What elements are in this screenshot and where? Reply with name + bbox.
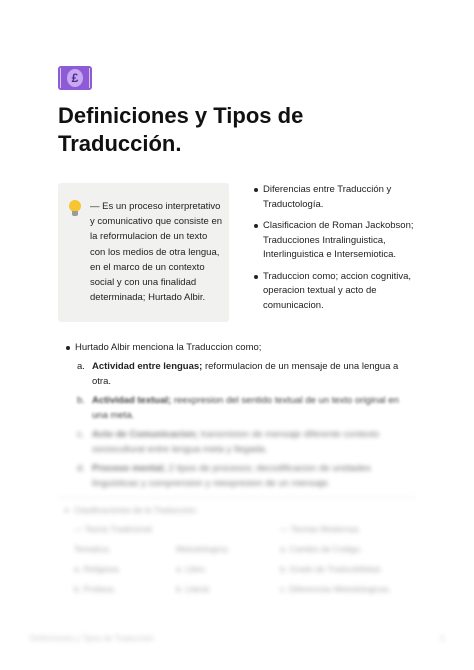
- page-number: 1: [440, 634, 445, 643]
- column-heading: — Teorias Modernas.: [280, 524, 361, 534]
- list-marker: d.: [77, 463, 85, 474]
- ordered-list: [77, 359, 412, 495]
- column-subheading: Tematica;: [74, 544, 111, 554]
- column-modern: [280, 519, 391, 599]
- classification-bullet: Clasificaciones de la Traduccion.: [74, 505, 198, 515]
- main-bullet: Hurtado Albir menciona la Traduccion como;: [75, 342, 262, 353]
- list-marker: c.: [77, 429, 85, 440]
- column-item: c. Diferencias Metodologicas.: [280, 584, 392, 594]
- list-marker: a.: [77, 361, 85, 372]
- item-text: 2 tipos de procesos; decodificacion de unidades linguisticas y comprension y reexpresion de un mensaje.: [92, 463, 371, 489]
- callout-text: — Es un proceso interpretativo y comunicativo que consiste en la reformulacion de un texto con los medios de otra lengua, en el marco de un contexto social y con una finalidad determinada; Hurtado Albir.: [90, 201, 223, 304]
- column-item: a. Libre.: [176, 564, 207, 574]
- column-item: b. Grado de Traducibilidad.: [280, 564, 383, 574]
- column-item: a. Religiosa.: [74, 564, 121, 574]
- list-item: [77, 359, 412, 389]
- divider: [58, 497, 416, 498]
- list-item: [77, 427, 412, 457]
- callout-block: [58, 183, 229, 322]
- column-item: b. Literal.: [176, 584, 211, 594]
- summary-list: [262, 183, 422, 320]
- item-text: transmision de mensaje diferente contexto sociocultural entre lengua meta y llegada.: [92, 429, 380, 455]
- page-title: Definiciones y Tipos de Traducción.: [58, 103, 304, 156]
- list-item: Diferencias entre Traducción y Traductología.: [262, 183, 422, 212]
- item-term: Proceso mental;: [92, 463, 166, 474]
- column-methodological: [176, 539, 229, 599]
- item-text: reformulacion de un mensaje de una lengua a otra.: [92, 361, 399, 387]
- money-bill-icon: [58, 66, 92, 90]
- column-traditional: [74, 519, 154, 599]
- item-term: Actividad textual;: [92, 395, 172, 406]
- list-item: [77, 461, 412, 491]
- list-marker: b.: [77, 395, 85, 406]
- page-footer-title: Definiciones y Tipos de Traducción: [30, 634, 154, 643]
- list-item: Clasificacion de Roman Jackobson; Traducciones Intralinguistica, Interlinguistica e Intersemiotica.: [262, 219, 422, 263]
- item-term: Acto de Comunicacion;: [92, 429, 199, 440]
- pound-sign: £: [67, 69, 83, 87]
- column-item: a. Cambio de Codigo.: [280, 544, 363, 554]
- list-item: [77, 393, 412, 423]
- classification-section: [58, 505, 416, 615]
- lightbulb-icon: [68, 200, 82, 218]
- list-item: Traduccion como; accion cognitiva, operacion textual y acto de comunicacion.: [262, 270, 422, 314]
- column-item: b. Profana.: [74, 584, 116, 594]
- column-subheading: Metodologica;: [176, 544, 229, 554]
- item-text: reexpresion del sentido textual de un texto original en una meta.: [92, 395, 399, 421]
- column-heading: — Teoria Tradicional.: [74, 524, 154, 534]
- item-term: Actividad entre lenguas;: [92, 361, 203, 372]
